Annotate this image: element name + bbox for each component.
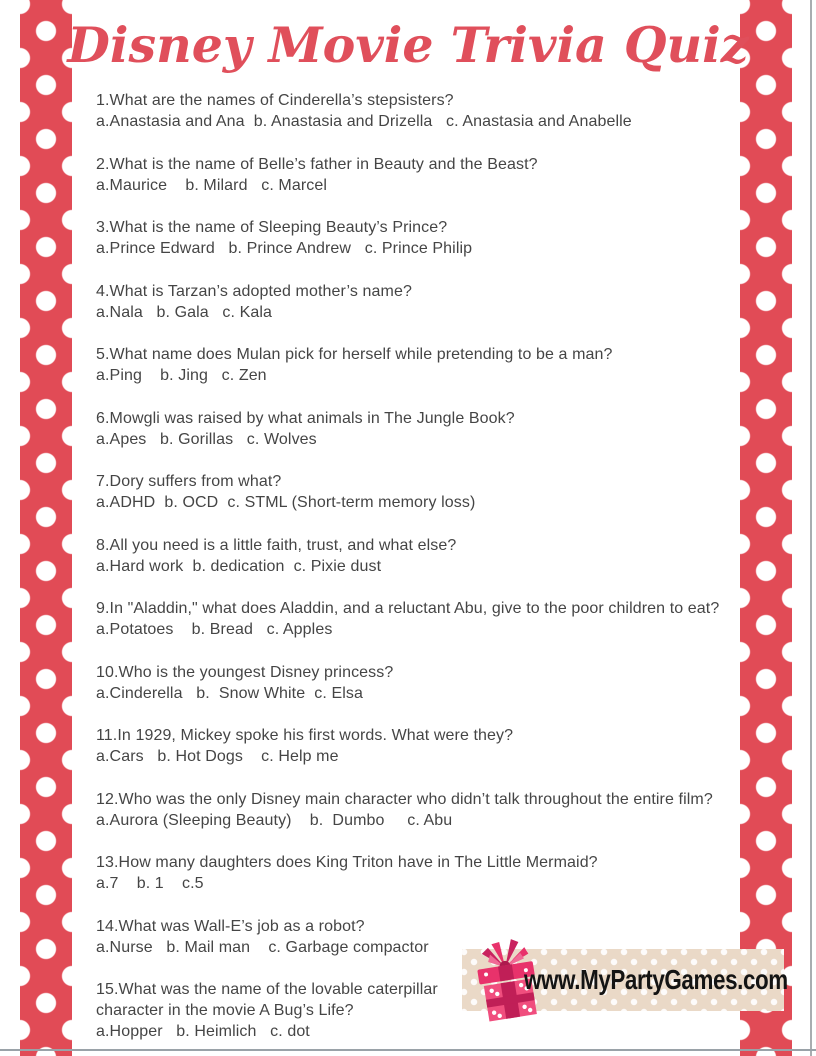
- question-block: [96, 471, 748, 513]
- question-block: [96, 154, 748, 196]
- question-block: [96, 789, 748, 831]
- question-text: 2.What is the name of Belle’s father in Beauty and the Beast?: [96, 155, 538, 173]
- question-text: 1.What are the names of Cinderella’s stepsisters?: [96, 92, 454, 109]
- question-list: [96, 90, 748, 1056]
- question-text: 5.What name does Mulan pick for herself while pretending to be a man?: [96, 346, 613, 363]
- question-text: 8.All you need is a little faith, trust, and what else?: [96, 536, 457, 554]
- question-block: [96, 217, 748, 259]
- answer-options: a.7 b. 1 c.5: [96, 875, 204, 892]
- question-block: [96, 852, 748, 894]
- question-text: 9.In "Aladdin," what does Aladdin, and a reluctant Abu, give to the poor children to eat?: [96, 600, 720, 617]
- answer-options: a.Cars b. Hot Dogs c. Help me: [96, 748, 339, 765]
- question-text: 14.What was Wall-E’s job as a robot?: [96, 917, 365, 935]
- question-block: [96, 344, 748, 386]
- answer-options: a.Cinderella b. Snow White c. Elsa: [96, 684, 364, 702]
- answer-options: a.Ping b. Jing c. Zen: [96, 367, 267, 384]
- question-block: [96, 408, 748, 450]
- answer-options: a.ADHD b. OCD c. STML (Short-term memory loss): [96, 494, 476, 511]
- page-title: Disney Movie Trivia Quiz: [67, 16, 749, 74]
- page-edge-line-right: [810, 0, 812, 1056]
- watermark-url: www.MyPartyGames.com: [524, 964, 788, 995]
- question-text: 7.Dory suffers from what?: [96, 473, 282, 490]
- question-text: 12.Who was the only Disney main character who didn’t talk throughout the entire film?: [96, 790, 713, 808]
- question-text: 10.Who is the youngest Disney princess?: [96, 663, 394, 681]
- answer-options: a.Apes b. Gorillas c. Wolves: [96, 430, 317, 448]
- question-block: [96, 281, 748, 323]
- question-text: 15.What was the name of the lovable caterpillar character in the movie A Bug’s Life?: [96, 981, 443, 1019]
- answer-options: a.Nala b. Gala c. Kala: [96, 303, 273, 321]
- question-text: 6.Mowgli was raised by what animals in The Jungle Book?: [96, 409, 515, 427]
- answer-options: a.Aurora (Sleeping Beauty) b. Dumbo c. Abu: [96, 811, 453, 829]
- question-block: [96, 90, 748, 132]
- question-text: 13.How many daughters does King Triton have in The Little Mermaid?: [96, 854, 598, 871]
- question-block: [96, 662, 748, 704]
- answer-options: a.Maurice b. Milard c. Marcel: [96, 176, 328, 194]
- question-text: 11.In 1929, Mickey spoke his first words. What were they?: [96, 727, 514, 744]
- answer-options: a.Potatoes b. Bread c. Apples: [96, 621, 333, 638]
- watermark-banner: [462, 949, 788, 1011]
- question-block: [96, 535, 748, 577]
- question-block: [96, 725, 748, 767]
- answer-options: a.Nurse b. Mail man c. Garbage compactor: [96, 938, 429, 956]
- answer-options: a.Anastasia and Ana b. Anastasia and Drizella c. Anastasia and Anabelle: [96, 113, 632, 130]
- answer-options: a.Prince Edward b. Prince Andrew c. Prince Philip: [96, 240, 473, 257]
- polka-dot-border-left: [20, 0, 72, 1056]
- answer-options: a.Hopper b. Heimlich c. dot: [96, 1023, 310, 1040]
- answer-options: a.Hard work b. dedication c. Pixie dust: [96, 557, 382, 575]
- question-block: [96, 598, 748, 640]
- page-edge-line-bottom: [0, 1049, 816, 1051]
- question-text: 3.What is the name of Sleeping Beauty’s Prince?: [96, 219, 448, 236]
- question-text: 4.What is Tarzan’s adopted mother’s name?: [96, 282, 412, 300]
